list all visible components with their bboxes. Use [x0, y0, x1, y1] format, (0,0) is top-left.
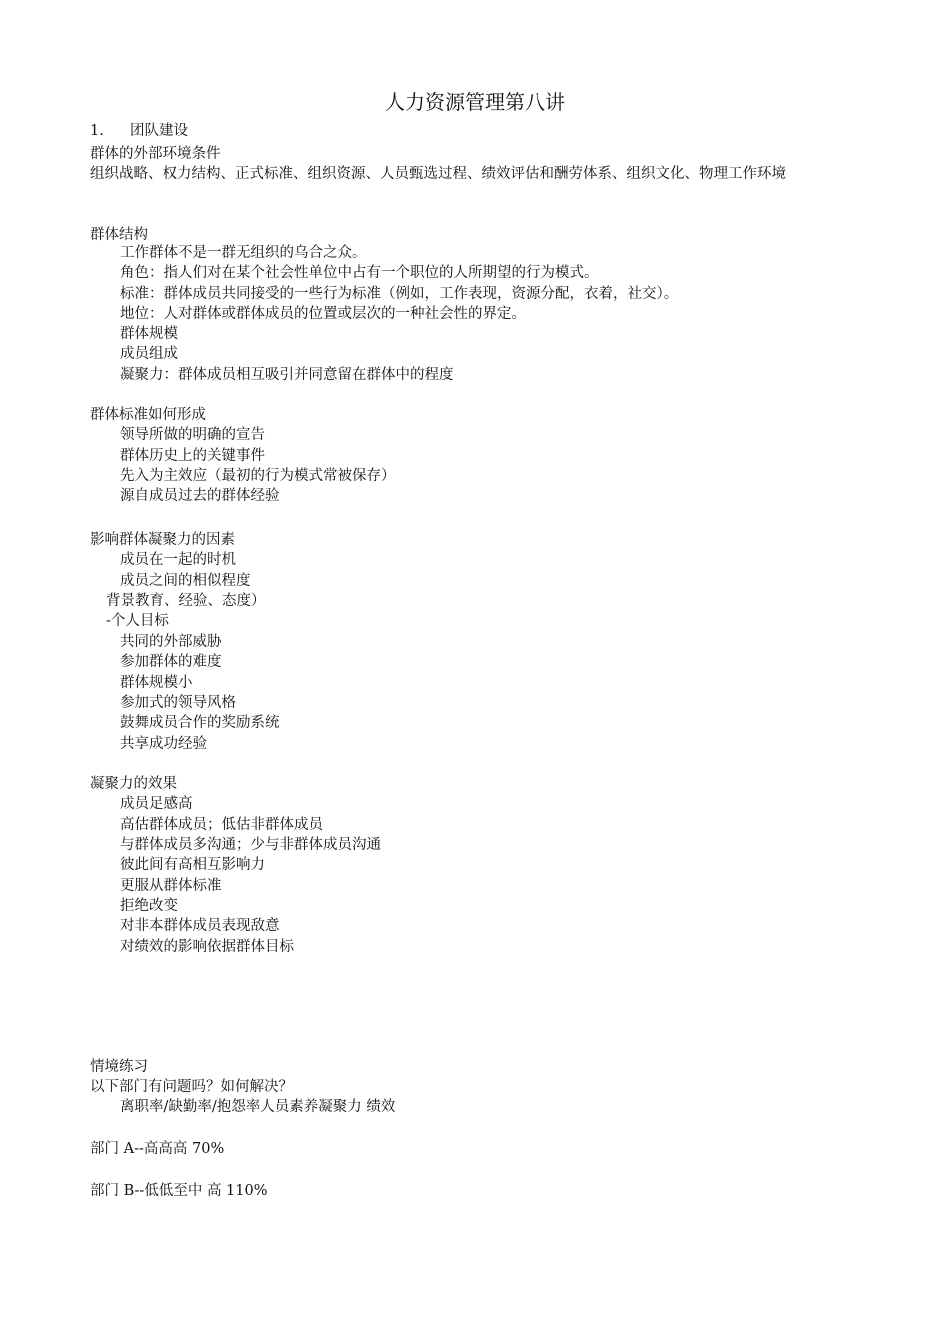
cohesion-factor-item: 参加式的领导风格 [120, 695, 236, 711]
cohesion-effect-item: 对绩效的影响依据群体目标 [120, 939, 294, 955]
department-b-row: 部门 B--低低至中 高 110% [90, 1183, 268, 1199]
cohesion-factor-item: 成员在一起的时机 [120, 552, 236, 568]
structure-heading: 群体结构 [90, 227, 148, 243]
norms-item: 群体历史上的关键事件 [120, 448, 265, 464]
structure-item: 地位：人对群体或群体成员的位置或层次的一种社会性的界定。 [120, 306, 526, 322]
structure-item: 成员组成 [120, 346, 178, 362]
norms-item: 先入为主效应（最初的行为模式常被保存） [120, 468, 396, 484]
cohesion-factor-item: 群体规模小 [120, 675, 193, 691]
cohesion-effect-item: 对非本群体成员表现敌意 [120, 918, 280, 934]
cohesion-factor-item: 鼓舞成员合作的奖励系统 [120, 715, 280, 731]
external-text: 组织战略、权力结构、正式标准、组织资源、人员甄选过程、绩效评估和酬劳体系、组织文化、物理工作环境 [90, 166, 786, 182]
cohesion-effect-item: 成员足感高 [120, 796, 193, 812]
section-label: 团队建设 [130, 123, 188, 139]
cohesion-effect-item: 拒绝改变 [120, 898, 178, 914]
cohesion-factor-subitem: 背景教育、经验、态度） [106, 593, 266, 609]
exercise-question: 以下部门有问题吗？如何解决？ [90, 1079, 293, 1095]
section-heading-team-building [90, 121, 188, 141]
section-number: 1. [90, 123, 104, 139]
exercise-heading: 情境练习 [90, 1059, 148, 1075]
cohesion-effect-item: 彼此间有高相互影响力 [120, 857, 265, 873]
norms-item: 源自成员过去的群体经验 [120, 488, 280, 504]
cohesion-effect-item: 与群体成员多沟通；少与非群体成员沟通 [120, 837, 381, 853]
structure-item: 工作群体不是一群无组织的乌合之众。 [120, 245, 367, 261]
norms-item: 领导所做的明确的宣告 [120, 427, 265, 443]
cohesion-effect-item: 高估群体成员；低估非群体成员 [120, 817, 323, 833]
cohesion-effects-heading: 凝聚力的效果 [90, 776, 177, 792]
cohesion-factor-item: 参加群体的难度 [120, 654, 222, 670]
structure-item: 标准：群体成员共同接受的一些行为标准（例如，工作表现，资源分配，衣着，社交）。 [120, 286, 679, 302]
cohesion-factor-item: 共享成功经验 [120, 736, 207, 752]
structure-item: 角色：指人们对在某个社会性单位中占有一个职位的人所期望的行为模式。 [120, 265, 599, 281]
structure-item: 群体规模 [120, 326, 178, 342]
cohesion-factors-heading: 影响群体凝聚力的因素 [90, 532, 235, 548]
external-heading: 群体的外部环境条件 [90, 146, 221, 162]
exercise-columns: 离职率/缺勤率/抱怨率人员素养凝聚力 绩效 [120, 1099, 396, 1115]
page-title: 人力资源管理第八讲 [385, 90, 565, 114]
cohesion-effect-item: 更服从群体标准 [120, 878, 222, 894]
cohesion-factor-item: 成员之间的相似程度 [120, 573, 251, 589]
structure-item: 凝聚力：群体成员相互吸引并同意留在群体中的程度 [120, 367, 454, 383]
department-a-row: 部门 A--高高高 70% [90, 1141, 225, 1157]
norms-heading: 群体标准如何形成 [90, 407, 206, 423]
cohesion-factor-item: 共同的外部威胁 [120, 634, 222, 650]
cohesion-factor-subitem: -个人目标 [106, 613, 169, 629]
